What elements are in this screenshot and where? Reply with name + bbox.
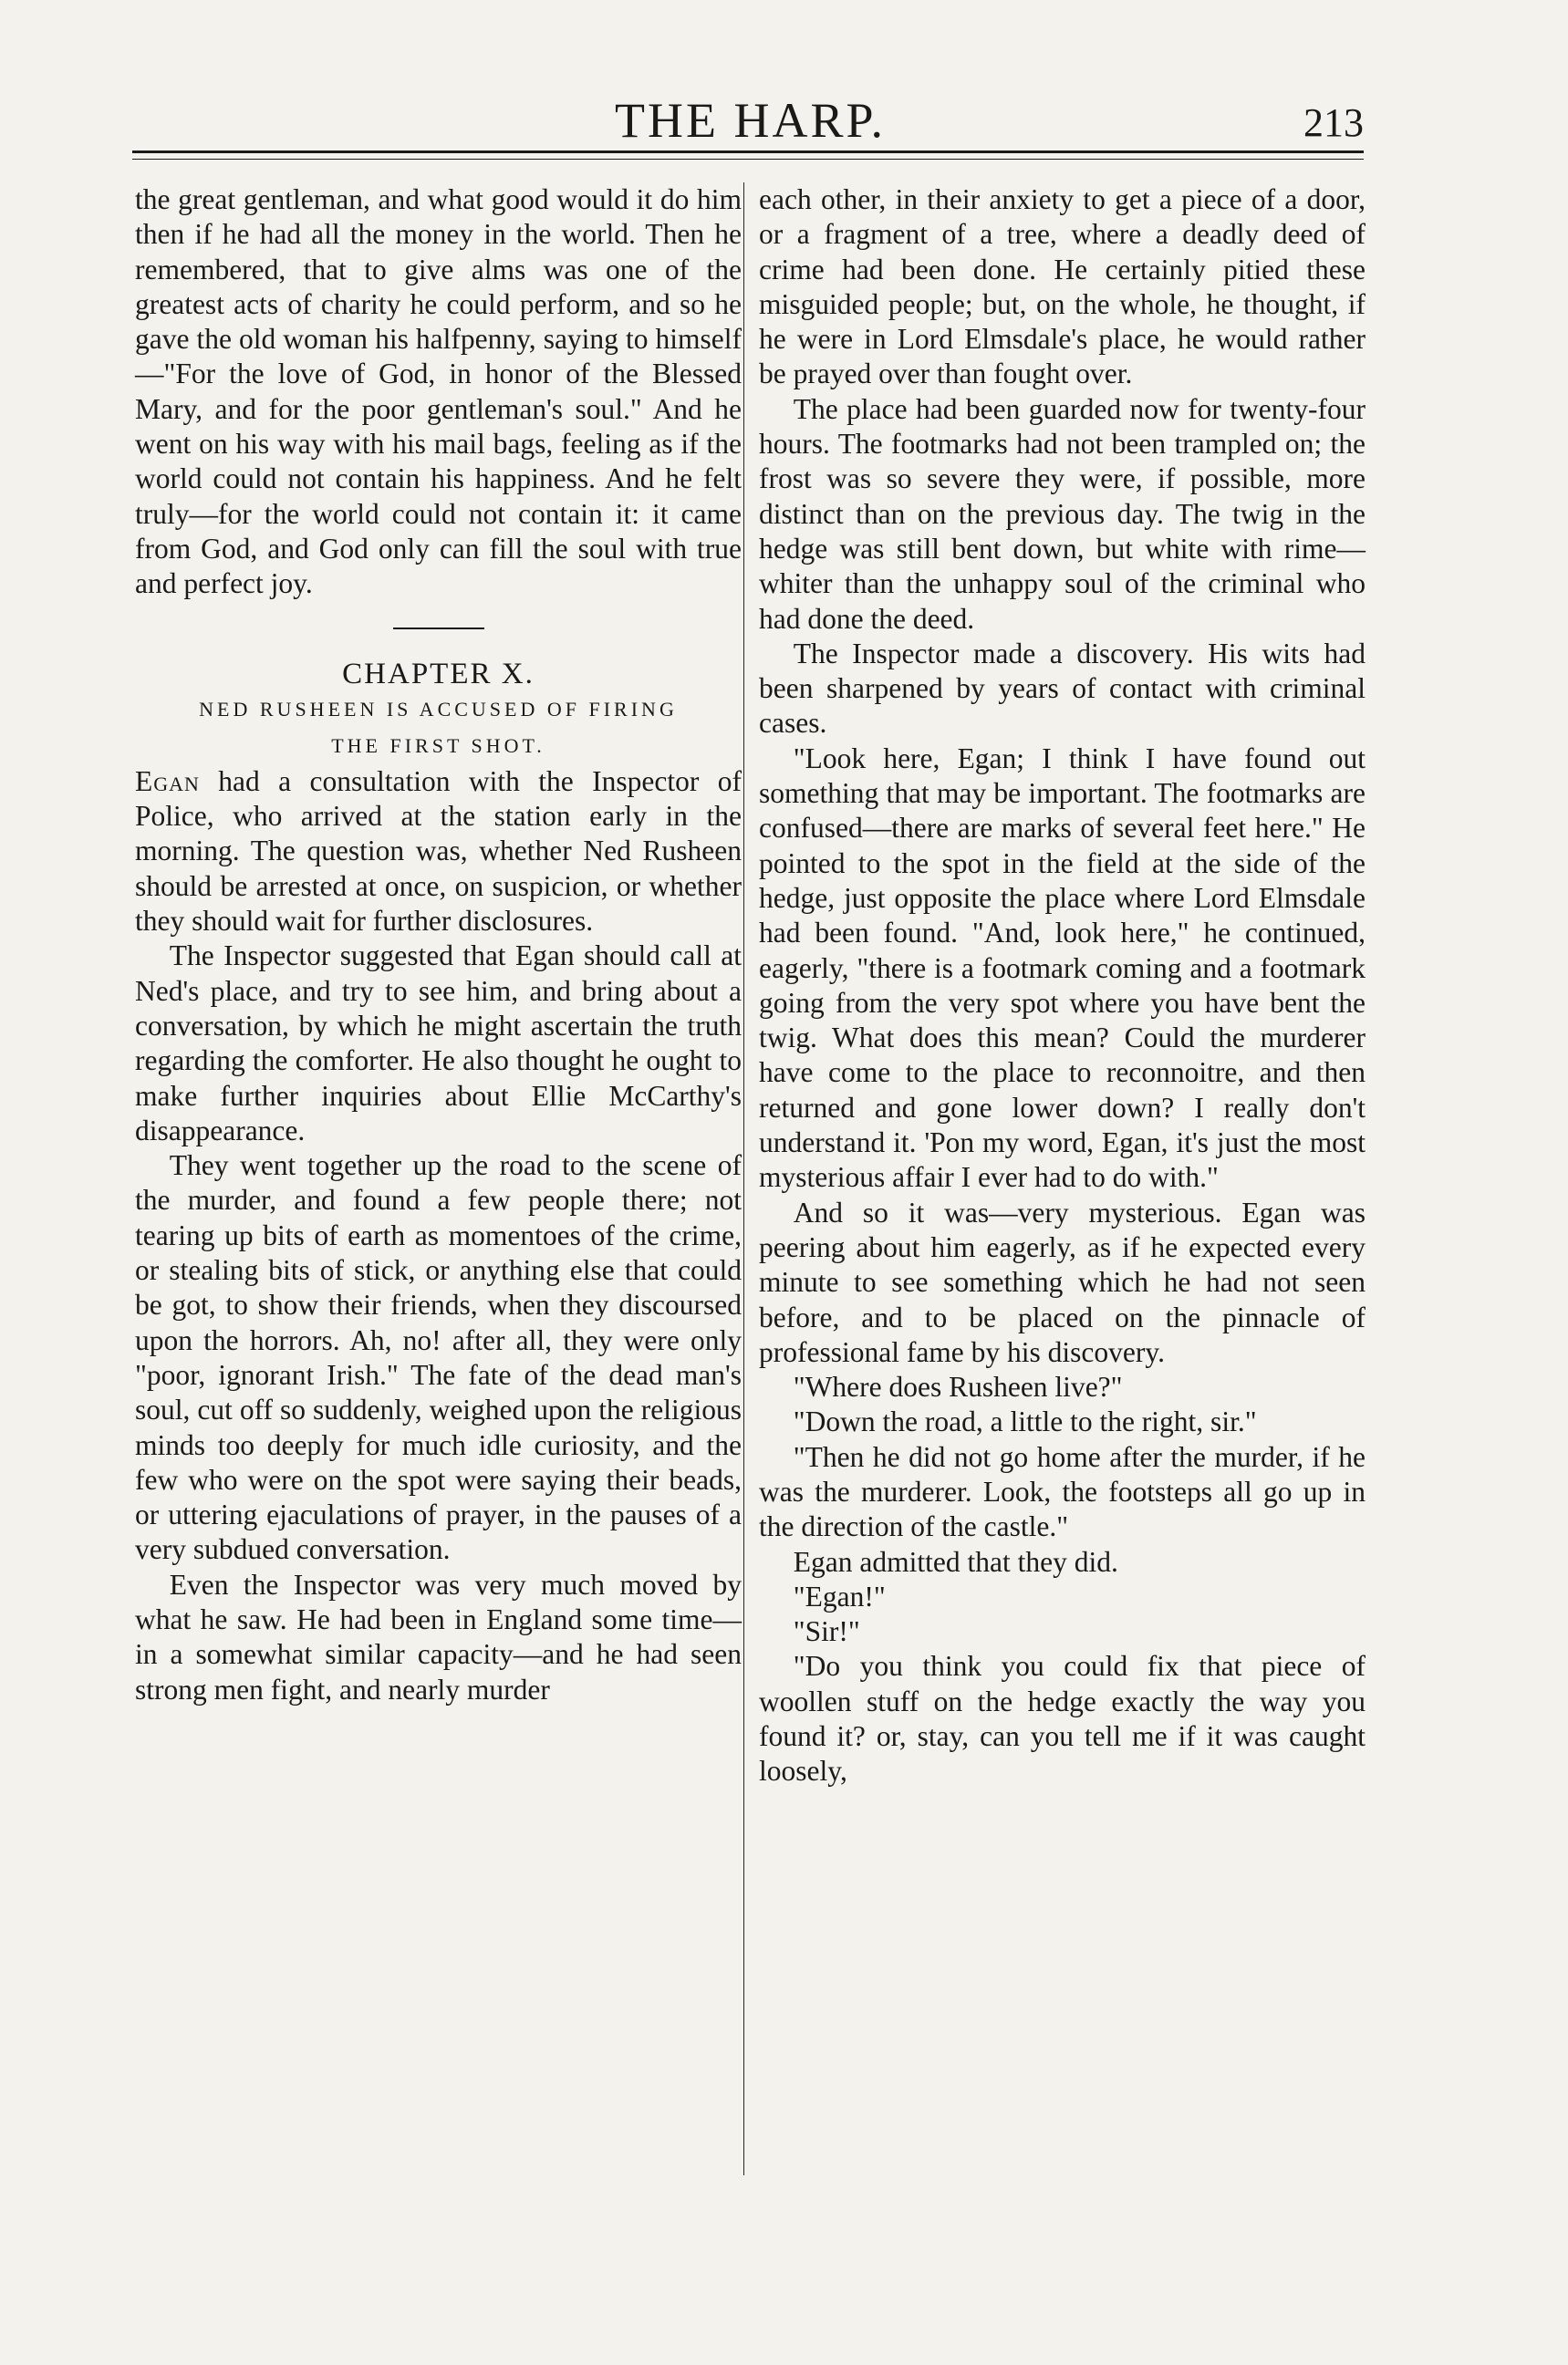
paragraph: "Down the road, a little to the right, sir." (793, 1406, 1257, 1438)
paragraph: "Where does Rusheen live?" (793, 1371, 1123, 1404)
opening-word: Egan (135, 764, 200, 797)
paragraph: "Look here, Egan; I think I have found out something that may be important. The footmarks are confused—there are marks of several feet here." He pointed to the spot in the field at the side of the hedge, just opposite the place where Lord Elmsdale had been found. "And, look here," he continued, eagerly, "there is a footmark coming and a footmark going from the very spot where you have bent the twig. What does this mean? Could the murderer have come to the place to reconnoitre, and then returned and gone lower down? I really don't understand it. 'Pon my word, Egan, it's just the most mysterious affair I ever had to do with." (759, 742, 1366, 1194)
right-column (759, 182, 1366, 1789)
paragraph: The Inspector suggested that Egan should call at Ned's place, and try to see him, and bring about a conversation, by which he might ascertain the truth regarding the comforter. He also thought he ought to make further inquiries about Ellie McCarthy's disappearance. (135, 939, 742, 1146)
chapter-title: CHAPTER X. (342, 657, 535, 690)
header-rule-thin (132, 159, 1364, 160)
paragraph: "Sir!" (793, 1615, 860, 1648)
running-title: THE HARP. (614, 93, 887, 148)
chapter-subtitle (135, 691, 742, 764)
paragraph: each other, in their anxiety to get a piece of a door, or a fragment of a tree, where a deadly deed of crime had been done. He certainly pitied these misguided people; but, on the whole, he thought, if he were in Lord Elmsdale's place, he would rather be prayed over than fought over. (759, 183, 1366, 390)
header-rule (132, 150, 1364, 153)
paragraph: And so it was—very mysterious. Egan was peering about him eagerly, as if he expected every minute to see something which he had not seen before, and to be placed on the pinnacle of professional fame by his discovery. (759, 1196, 1366, 1368)
chapter-subtitle-line: THE FIRST SHOT. (331, 733, 545, 757)
paragraph: the great gentleman, and what good would it do him then if he had all the money in the world. Then he remembered, that to give alms was one of the greatest acts of charity he could perform, and so he gave the old woman his halfpenny, saying to himself—"For the love of God, in honor of the Blessed Mary, and for the poor gentleman's soul." And he went on his way with his mail bags, feeling as if the world could not contain his happiness. And he felt truly—for the world could not contain it: it came from God, and God only can fill the soul with true and perfect joy. (135, 183, 742, 600)
paragraph: Egan admitted that they did. (793, 1545, 1118, 1578)
paragraph: "Egan!" (793, 1580, 886, 1613)
page-number: 213 (1303, 100, 1364, 145)
paragraph: The Inspector made a discovery. His wits had been sharpened by years of contact with criminal cases. (759, 637, 1366, 740)
paragraph: The place had been guarded now for twenty-four hours. The footmarks had not been trampled on; the frost was so severe they were, if possible, more distinct than on the previous day. The twig in the hedge was still bent down, but white with rime—whiter than the unhappy soul of the criminal who had done the deed. (759, 392, 1366, 635)
paragraph (135, 764, 742, 939)
left-column (135, 182, 742, 1707)
paragraph: "Then he did not go home after the murder, if he was the murderer. Look, the footsteps all go up in the direction of the castle." (759, 1440, 1366, 1543)
chapter-subtitle-line: NED RUSHEEN IS ACCUSED OF FIRING (199, 697, 678, 721)
paragraph-text: had a consultation with the Inspector of Police, who arrived at the station early in the morning. The question was, whether Ned Rusheen should be arrested at once, on suspicion, or whether they should wait for further disclosures. (135, 764, 742, 938)
paragraph: Even the Inspector was very much moved by what he saw. He had been in England some time—in a somewhat similar capacity—and he had seen strong men fight, and nearly murder (135, 1568, 742, 1706)
paragraph: "Do you think you could fix that piece of woollen stuff on the hedge exactly the way you found it? or, stay, can you tell me if it was caught loosely, (759, 1650, 1366, 1788)
paragraph: They went together up the road to the scene of the murder, and found a few people there; not tearing up bits of earth as momentoes of the crime, or stealing bits of stick, or anything else that could be got, to show their friends, when they discoursed upon the horrors. Ah, no! after all, they were only "poor, ignorant Irish." The fate of the dead man's soul, cut off so suddenly, weighed upon the religious minds too deeply for much idle curiosity, and the few who were on the spot were saying their beads, or uttering ejaculations of prayer, in the pauses of a very subdued conversation. (135, 1149, 742, 1566)
page-header (137, 87, 1364, 150)
chapter-divider (393, 628, 484, 629)
column-divider (743, 182, 744, 2175)
